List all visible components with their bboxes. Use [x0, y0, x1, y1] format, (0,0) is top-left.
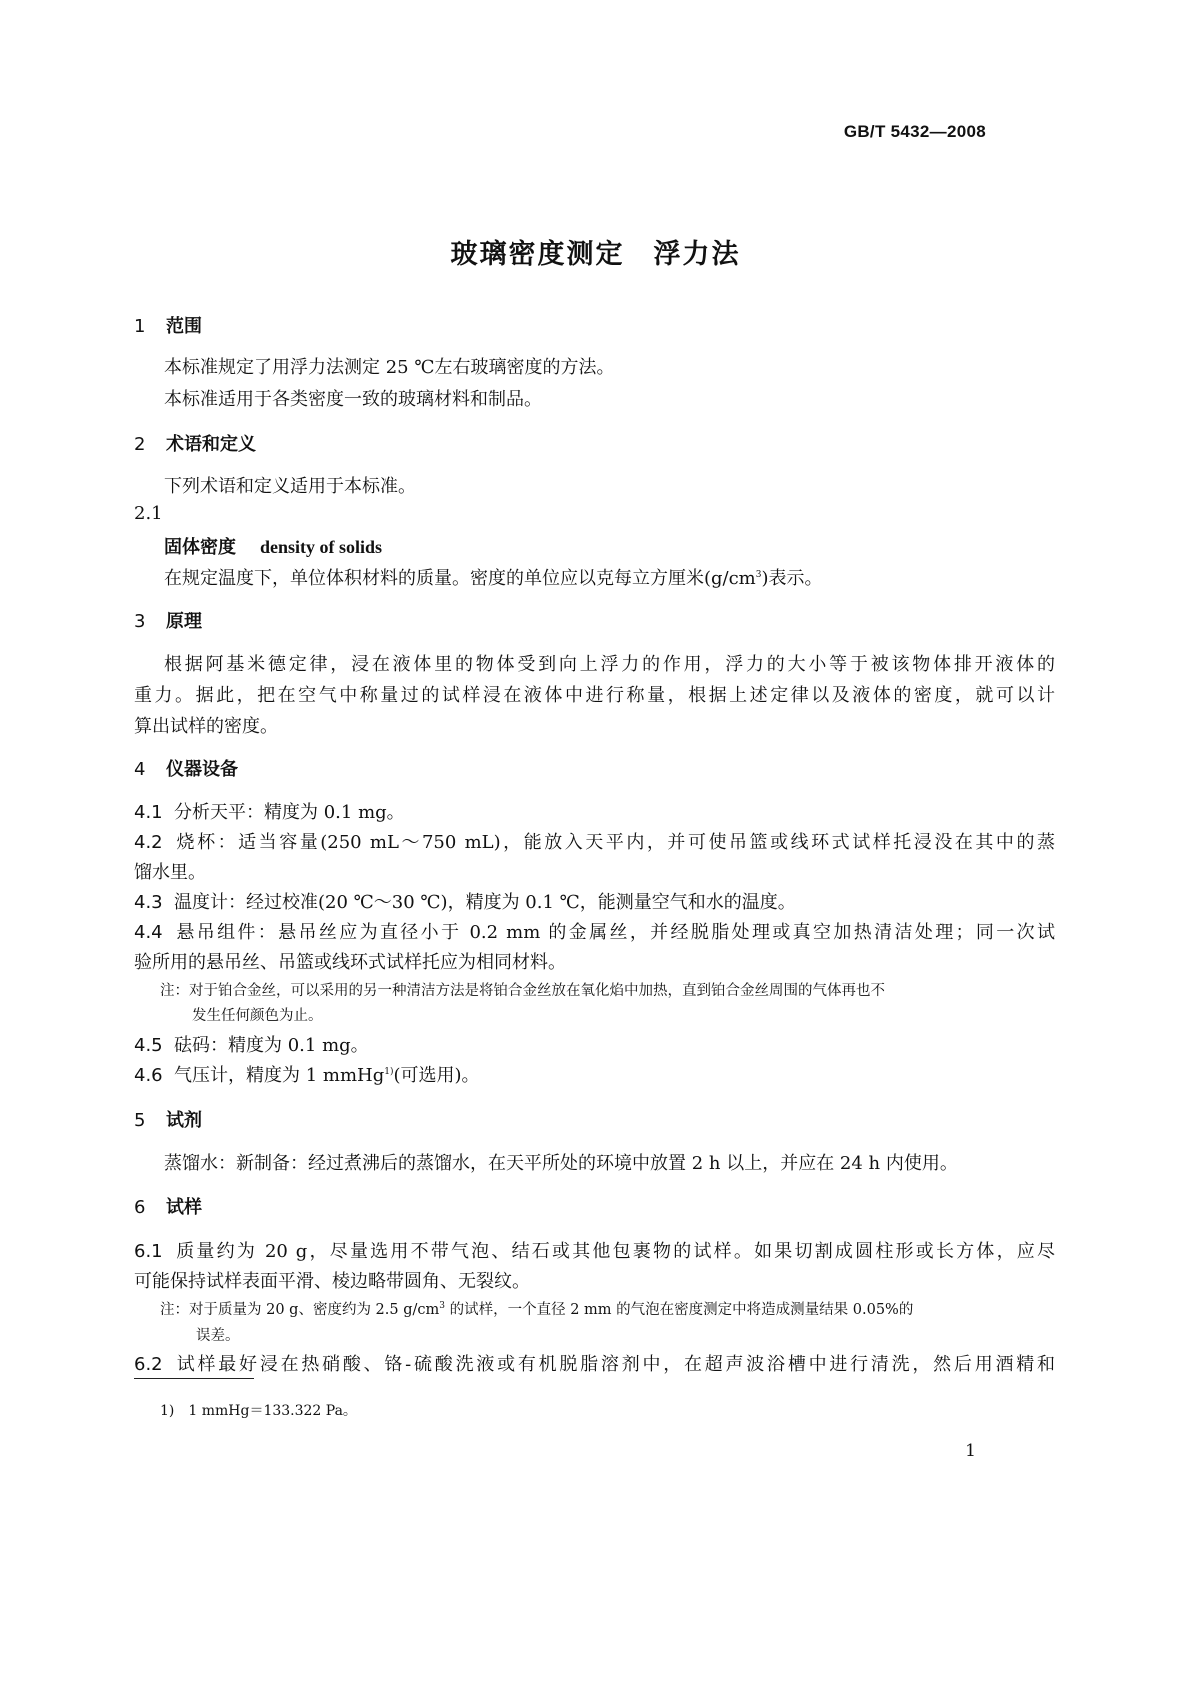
item-text-continued: 验所用的悬吊丝、吊篮或线环式试样托应为相同材料。 [134, 952, 566, 973]
section-title: 术语和定义 [166, 434, 256, 455]
section-number: 2 [134, 434, 146, 455]
section-number: 5 [134, 1110, 146, 1131]
section-1-heading [134, 312, 202, 338]
section-number: 3 [134, 611, 146, 632]
section-3-heading [134, 607, 202, 633]
item-4-5 [134, 1031, 369, 1057]
standard-number: GB/T 5432—2008 [843, 122, 986, 141]
item-4-1 [134, 798, 405, 824]
item-number: 6.2 [134, 1354, 163, 1375]
note-continued: 发生任何颜色为止。 [192, 1008, 323, 1024]
paragraph: 本标准适用于各类密度一致的玻璃材料和制品。 [164, 389, 542, 410]
note-text: 注：对于质量为 20 g、密度约为 2.5 g/cm [160, 1302, 440, 1318]
paragraph-line: 重力。据此，把在空气中称量过的试样浸在液体中进行称量，根据上述定律以及液体的密度，就可以计 [134, 685, 1055, 706]
superscript: 3 [755, 570, 762, 580]
item-6-1 [134, 1237, 1055, 1263]
definition [164, 564, 823, 590]
subsection-number: 2.1 [134, 503, 163, 524]
document-title: 玻璃密度测定 浮力法 [450, 239, 741, 270]
definition-text: 在规定温度下，单位体积材料的质量。密度的单位应以克每立方厘米(g/cm [164, 568, 756, 589]
section-number: 4 [134, 759, 146, 780]
superscript: 3 [439, 1301, 445, 1312]
definition-text-end: )表示。 [761, 568, 823, 589]
paragraph: 本标准规定了用浮力法测定 25 ℃左右玻璃密度的方法。 [164, 357, 615, 378]
item-number: 4.1 [134, 802, 163, 823]
section-2-heading [134, 430, 256, 456]
item-text: 分析天平：精度为 0.1 mg。 [174, 802, 405, 823]
section-title: 试样 [166, 1197, 202, 1218]
section-5-heading [134, 1106, 202, 1132]
item-text: 试样最好浸在热硝酸、铬-硫酸洗液或有机脱脂溶剂中，在超声波浴槽中进行清洗，然后用酒精和 [174, 1354, 1055, 1375]
item-4-6 [134, 1061, 480, 1087]
term-entry [164, 533, 382, 559]
note: 注：对于铂合金丝，可以采用的另一种清洁方法是将铂合金丝放在氧化焰中加热，直到铂合金丝周围的气体再也不 [160, 983, 885, 999]
item-number: 4.3 [134, 892, 163, 913]
item-text: 砝码：精度为 0.1 mg。 [174, 1035, 369, 1056]
item-text-end: (可选用)。 [393, 1065, 480, 1086]
item-text: 悬吊组件：悬吊丝应为直径小于 0.2 mm 的金属丝，并经脱脂处理或真空加热清洁处理；同一次试 [174, 922, 1055, 943]
paragraph-line: 算出试样的密度。 [134, 716, 278, 737]
footnote: 1) 1 mmHg＝133.322 Pa。 [160, 1403, 357, 1419]
section-title: 仪器设备 [166, 759, 238, 780]
item-number: 4.2 [134, 832, 163, 853]
page-number: 1 [965, 1441, 976, 1461]
item-number: 4.6 [134, 1065, 163, 1086]
section-4-heading [134, 755, 238, 781]
section-6-heading [134, 1193, 202, 1219]
note [160, 1298, 913, 1319]
footnote-divider [134, 1378, 254, 1379]
item-6-2 [134, 1350, 1055, 1376]
term-english: density of solids [260, 537, 383, 557]
section-title: 原理 [166, 611, 202, 632]
note-continued: 误差。 [196, 1328, 240, 1344]
section-title: 范围 [166, 316, 202, 337]
note-text-end: 的试样，一个直径 2 mm 的气泡在密度测定中将造成测量结果 0.05%的 [445, 1302, 914, 1318]
paragraph-line: 根据阿基米德定律，浸在液体里的物体受到向上浮力的作用，浮力的大小等于被该物体排开液体的 [164, 654, 1055, 675]
term-chinese: 固体密度 [164, 537, 236, 558]
item-text-continued: 馏水里。 [134, 862, 206, 883]
item-4-4 [134, 918, 1055, 944]
section-title: 试剂 [166, 1110, 202, 1131]
item-number: 4.4 [134, 922, 163, 943]
section-number: 6 [134, 1197, 146, 1218]
item-text: 质量约为 20 g，尽量选用不带气泡、结石或其他包裹物的试样。如果切割成圆柱形或长方体，应尽 [174, 1241, 1055, 1262]
item-text: 气压计，精度为 1 mmHg [174, 1065, 385, 1086]
item-text-continued: 可能保持试样表面平滑、棱边略带圆角、无裂纹。 [134, 1271, 530, 1292]
paragraph: 下列术语和定义适用于本标准。 [164, 476, 416, 497]
item-4-3 [134, 888, 796, 914]
item-number: 4.5 [134, 1035, 163, 1056]
section-number: 1 [134, 316, 146, 337]
item-number: 6.1 [134, 1241, 163, 1262]
item-text: 温度计：经过校准(20 ℃～30 ℃)，精度为 0.1 ℃，能测量空气和水的温度。 [174, 892, 796, 913]
footnote-ref: 1) [384, 1067, 394, 1077]
item-4-2 [134, 828, 1055, 854]
item-text: 烧杯：适当容量(250 mL～750 mL)，能放入天平内，并可使吊篮或线环式试样托浸没在其中的蒸 [174, 832, 1055, 853]
paragraph: 蒸馏水：新制备：经过煮沸后的蒸馏水，在天平所处的环境中放置 2 h 以上，并应在 24 h 内使用。 [164, 1153, 958, 1174]
